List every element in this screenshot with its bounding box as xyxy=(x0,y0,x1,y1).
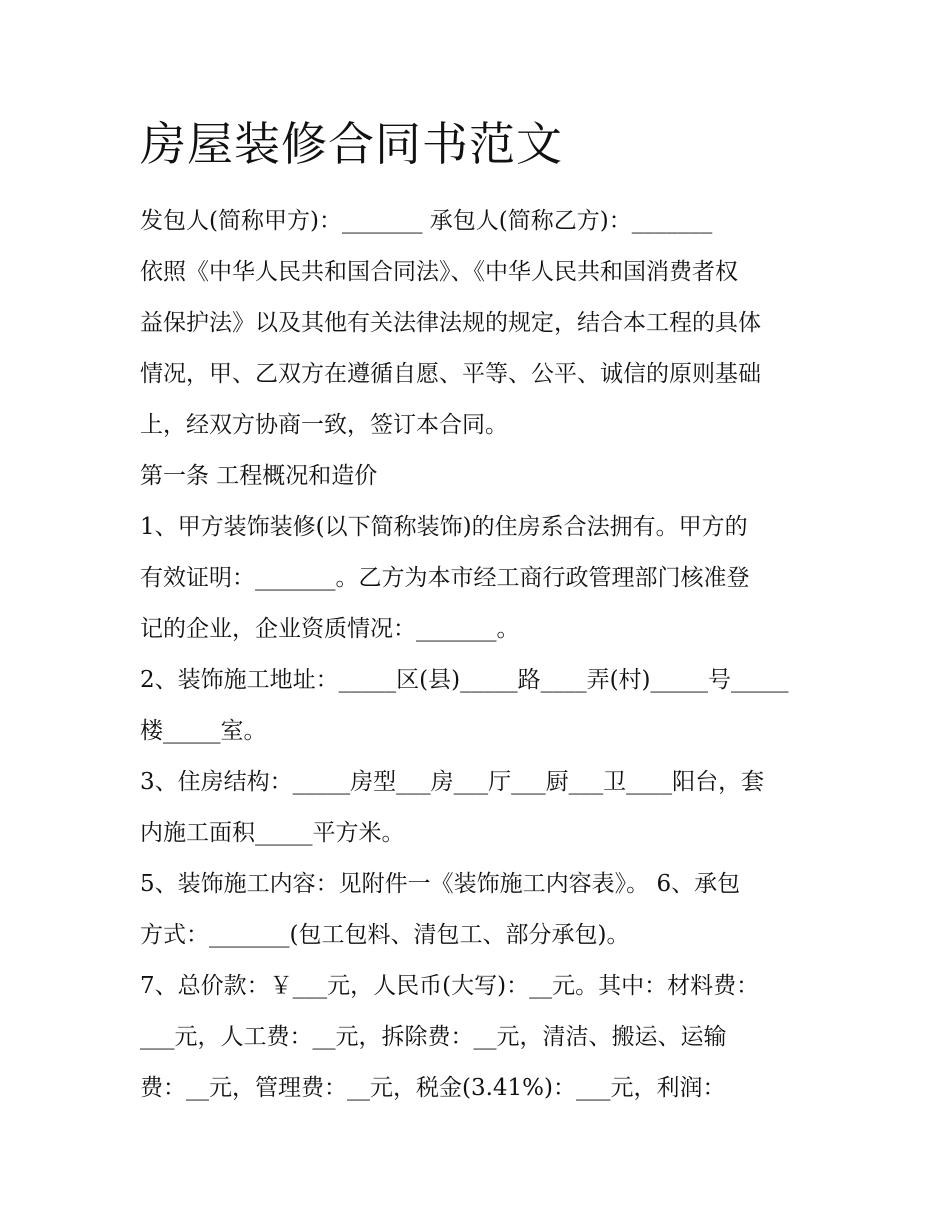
text-line: 7、总价款：￥___元，人民币(大写)：__元。其中：材料费： xyxy=(140,973,760,999)
text-line: 情况，甲、乙双方在遵循自愿、平等、公平、诚信的原则基础 xyxy=(140,361,761,387)
text-line: 内施工面积_____平方米。 xyxy=(140,820,405,846)
text-line: 5、装饰施工内容：见附件一《装饰施工内容表》。 6、承包 xyxy=(140,871,741,897)
text-line: ___元，人工费：__元，拆除费：__元，清洁、搬运、运输 xyxy=(140,1024,727,1050)
text-line: 有效证明：_______。乙方为本市经工商行政管理部门核准登 xyxy=(140,565,750,591)
text-line: 益保护法》以及其他有关法律法规的规定，结合本工程的具体 xyxy=(140,310,761,336)
text-line: 1、甲方装饰装修(以下简称装饰)的住房系合法拥有。甲方的 xyxy=(140,514,748,540)
text-line: 2、装饰施工地址：_____区(县)_____路____弄(村)_____号_____ xyxy=(140,667,789,693)
document-body xyxy=(140,196,830,1114)
text-line: 记的企业，企业资质情况：_______。 xyxy=(140,616,520,642)
text-line: 3、住房结构：_____房型___房___厅___厨___卫____阳台，套 xyxy=(140,769,765,795)
text-line: 方式：_______(包工包料、清包工、部分承包)。 xyxy=(140,922,630,948)
text-line: 费：__元，管理费：__元，税金(3.41%)：___元，利润： xyxy=(140,1075,726,1101)
text-line: 发包人(简称甲方)：_______ 承包人(简称乙方)：_______ xyxy=(140,208,713,234)
text-line: 依照《中华人民共和国合同法》、《中华人民共和国消费者权 xyxy=(140,259,738,285)
document-title: 房屋装修合同书范文 xyxy=(140,117,563,171)
text-line: 上，经双方协商一致，签订本合同。 xyxy=(140,412,508,438)
section-heading: 第一条 工程概况和造价 xyxy=(140,463,378,489)
text-line: 楼_____室。 xyxy=(140,718,267,744)
